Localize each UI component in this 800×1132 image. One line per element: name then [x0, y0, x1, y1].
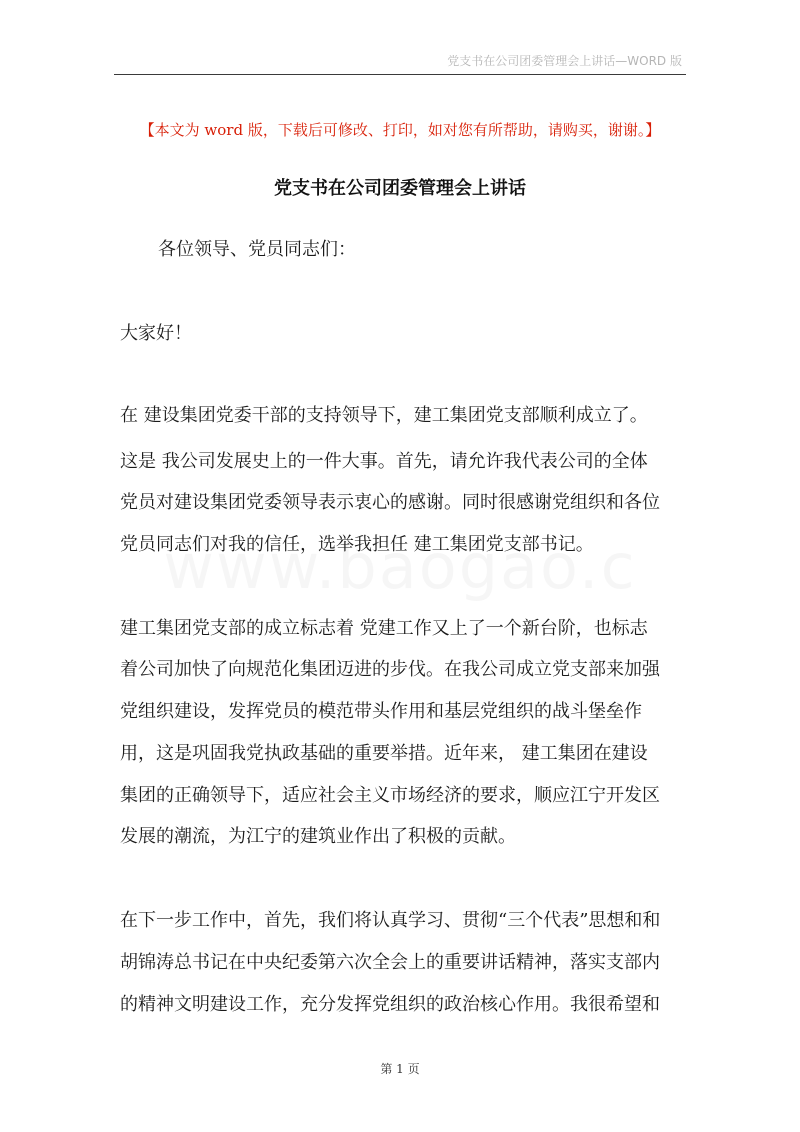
header-document-title: 党支书在公司团委管理会上讲话—WORD 版	[447, 54, 682, 68]
paragraph-line: 着公司加快了向规范化集团迈进的步伐。在我公司成立党支部来加强	[120, 659, 660, 680]
paragraph-line: 胡锦涛总书记在中央纪委第六次全会上的重要讲话精神，落实支部内	[120, 952, 660, 973]
purchase-notice: 【本文为 word 版，下载后可修改、打印，如对您有所帮助，请购买，谢谢。】	[139, 121, 661, 139]
paragraph-line: 集团的正确领导下，适应社会主义市场经济的要求，顺应江宁开发区	[120, 785, 660, 806]
paragraph-line: 发展的潮流，为江宁的建筑业作出了积极的贡献。	[120, 826, 516, 847]
header-divider	[114, 74, 686, 75]
paragraph-line: 建工集团党支部的成立标志着 党建工作又上了一个新台阶，也标志	[120, 618, 648, 639]
paragraph-line: 党员同志们对我的信任，选举我担任 建工集团党支部书记。	[120, 534, 594, 555]
paragraph-line: 这是 我公司发展史上的一件大事。首先，请允许我代表公司的全体	[120, 451, 648, 472]
paragraph-line: 党组织建设，发挥党员的模范带头作用和基层党组织的战斗堡垒作	[120, 701, 642, 722]
paragraph-line: 在 建设集团党委干部的支持领导下，建工集团党支部顺利成立了。	[120, 405, 648, 426]
page-number: 第 1 页	[380, 1062, 420, 1076]
document-title: 党支书在公司团委管理会上讲话	[274, 178, 526, 199]
salutation: 各位领导、党员同志们：	[158, 239, 356, 260]
greeting: 大家好！	[120, 323, 192, 344]
paragraph-line: 党员对建设集团党委领导表示衷心的感谢。同时很感谢党组织和各位	[120, 492, 660, 513]
paragraph-line: 的精神文明建设工作，充分发挥党组织的政治核心作用。我很希望和	[120, 994, 660, 1015]
paragraph-line: 用，这是巩固我党执政基础的重要举措。近年来， 建工集团在建设	[120, 743, 648, 764]
paragraph-line: 在下一步工作中，首先，我们将认真学习、贯彻“三个代表”思想和和	[120, 910, 661, 931]
